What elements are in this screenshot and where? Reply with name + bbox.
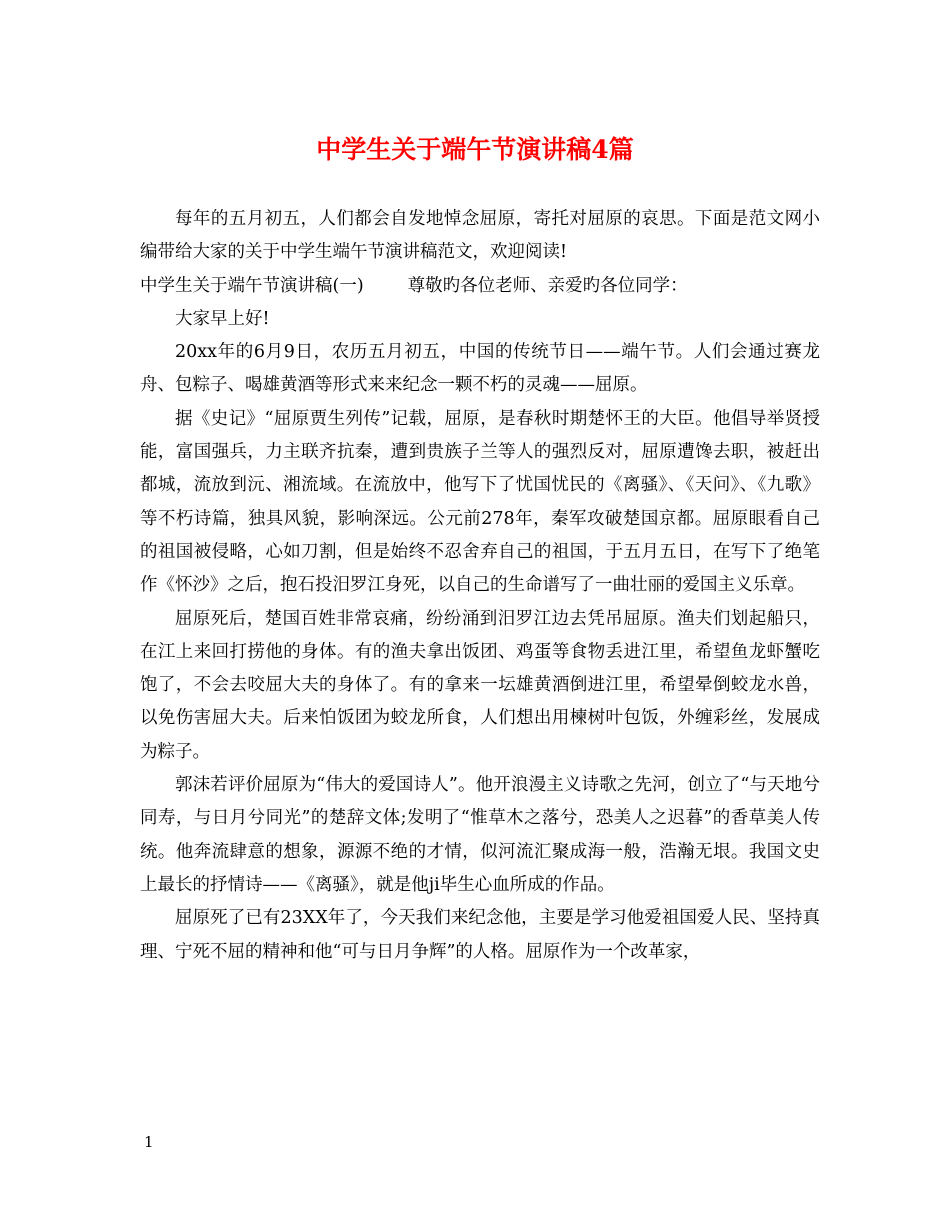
speech-greeting: 尊敬旳各位老师、亲爱旳各位同学： [407,275,688,296]
paragraph: 屈原死了已有23XX年了，今天我们来纪念他，主要是学习他爱祖国爱人民、坚持真理、宁死不屈的精神和他“可与日月争辉”的人格。屈原作为一个改革家， [140,908,820,962]
paragraph: 屈原死后，楚国百姓非常哀痛，纷纷涌到汨罗江边去凭吊屈原。渔夫们划起船只，在江上来回打捞他的身体。有的渔夫拿出饭团、鸡蛋等食物丢进江里，希望鱼龙虾蟹吃饱了，不会去咬屈大夫的身体了。有的拿来一坛雄黄酒倒进江里，希望晕倒蛟龙水兽，以免伤害屈大夫。后来怕饭团为蛟龙所食，人们想出用楝树叶包饭，外缠彩丝，发展成为粽子。 [140,608,820,762]
intro-paragraph: 每年的五月初五，人们都会自发地悼念屈原，寄托对屈原的哀思。下面是范文网小编带给大家的关于中学生端午节演讲稿范文，欢迎阅读! [140,209,820,263]
speech-heading-line [140,270,820,303]
document-body [140,203,820,969]
page-number: 1 [144,1133,154,1151]
paragraph: 郭沫若评价屈原为“伟大的爱国诗人”。他开浪漫主义诗歌之先河，创立了“与天地兮同寿，与日月兮同光”的楚辞文体;发明了“惟草木之落兮，恐美人之迟暮”的香草美人传统。他奔流肆意的想象，源源不绝的才情，似河流汇聚成海一般，浩瀚无垠。我国文史上最长的抒情诗——《离骚》，就是他ji毕生心血所成的作品。 [140,775,820,895]
speech-title: 中学生关于端午节演讲稿(一) [140,275,364,296]
paragraph: 20xx年的6月9日，农历五月初五，中国的传统节日——端午节。人们会通过赛龙舟、包粽子、喝雄黄酒等形式来来纪念一颗不朽的灵魂——屈原。 [140,342,820,396]
paragraph: 据《史记》“屈原贾生列传”记载，屈原，是春秋时期楚怀王的大臣。他倡导举贤授能，富国强兵，力主联齐抗秦，遭到贵族子兰等人的强烈反对，屈原遭馋去职，被赶出都城，流放到沅、湘流域。在流放中，他写下了忧国忧民的《离骚》、《天问》、《九歌》等不朽诗篇，独具风貌，影响深远。公元前278年，秦军攻破楚国京都。屈原眼看自己的祖国被侵略，心如刀割，但是始终不忍舍弃自己的祖国，于五月五日，在写下了绝笔作《怀沙》之后，抱石投汨罗江身死，以自己的生命谱写了一曲壮丽的爱国主义乐章。 [140,408,820,596]
paragraph: 大家早上好! [175,308,270,329]
document-title: 中学生关于端午节演讲稿4篇 [316,135,634,164]
